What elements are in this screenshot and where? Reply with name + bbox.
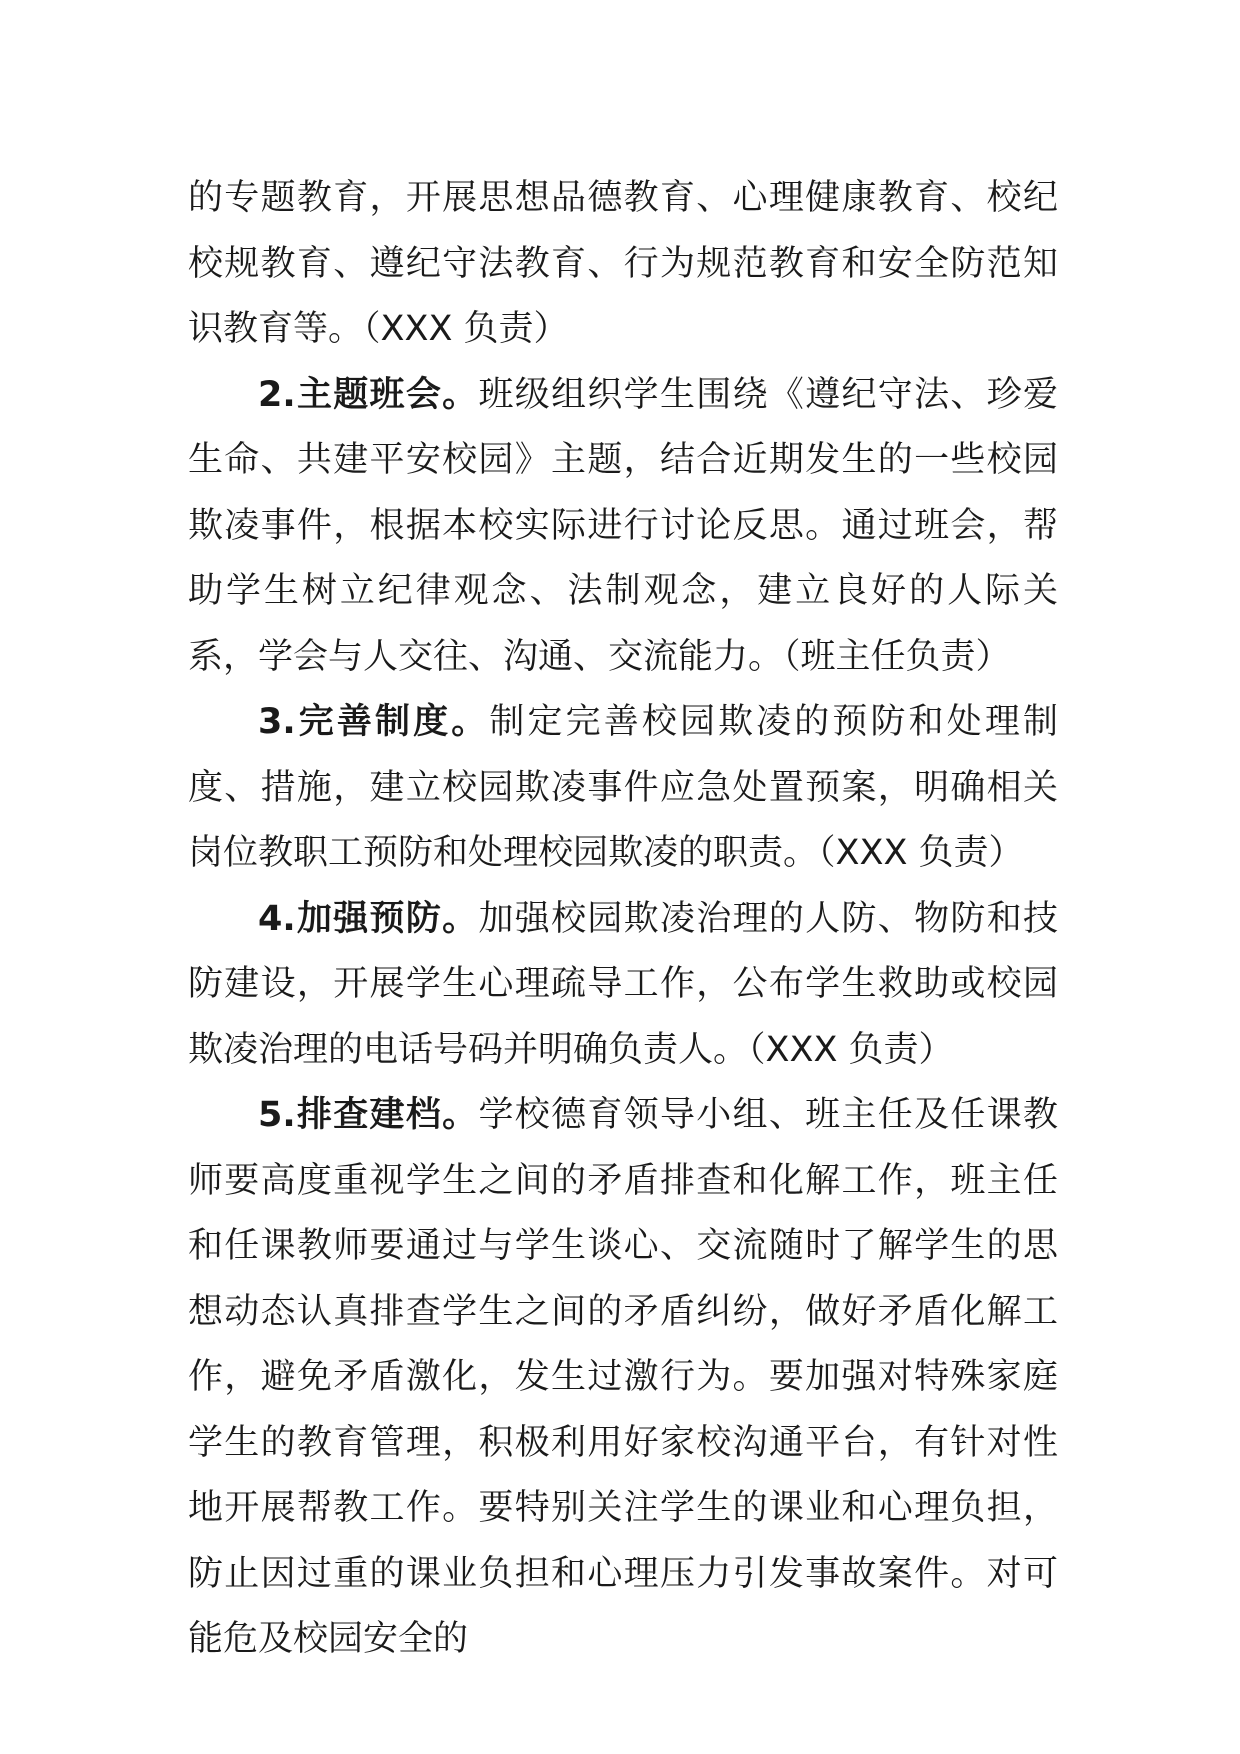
paragraph-heading: 5.排查建档。 [258,1095,479,1135]
paragraph-heading: 2.主题班会。 [258,374,479,415]
paragraph-strengthen-prevention [188,887,1058,1084]
paragraph-body: 学校德育领导小组、班主任及任课教师要高度重视学生之间的矛盾排查和化解工作，班主任和任课教师要通过与学生谈心、交流随时了解学生的思想动态认真排查学生之间的矛盾纠纷，做好矛盾化解工作，避免矛盾激化，发生过激行为。要加强对特殊家庭学生的教育管理，积极利用好家校沟通平台，有针对性地开展帮教工作。要特别关注学生的课业和心理负担，防止因过重的课业负担和心理压力引发事故案件。对可能危及校园安全的 [188,1095,1058,1659]
paragraph-body: 制定完善校园欺凌的预防和处理制度、措施，建立校园欺凌事件应急处置预案，明确相关岗位教职工预防和处理校园欺凌的职责。（XXX 负责） [188,702,1058,873]
paragraph-heading: 4.加强预防。 [258,898,479,939]
paragraph-body: 加强校园欺凌治理的人防、物防和技防建设，开展学生心理疏导工作，公布学生救助或校园欺凌治理的电话号码并明确负责人。（XXX 负责） [188,898,1058,1070]
paragraph-improve-system [188,690,1058,887]
document-page [188,166,1058,1673]
paragraph-body: 的专题教育，开展思想品德教育、心理健康教育、校纪校规教育、遵纪守法教育、行为规范教育和安全防范知识教育等。（XXX 负责） [188,178,1058,349]
paragraph-body: 班级组织学生围绕《遵纪守法、珍爱生命、共建平安校园》主题，结合近期发生的一些校园欺凌事件，根据本校实际进行讨论反思。通过班会，帮助学生树立纪律观念、法制观念，建立良好的人际关系，学会与人交往、沟通、交流能力。（班主任负责） [188,374,1058,677]
paragraph-investigation-filing [188,1083,1058,1673]
paragraph-continuation [188,166,1058,363]
paragraph-theme-class-meeting [188,363,1058,691]
paragraph-heading: 3.完善制度。 [258,702,490,742]
